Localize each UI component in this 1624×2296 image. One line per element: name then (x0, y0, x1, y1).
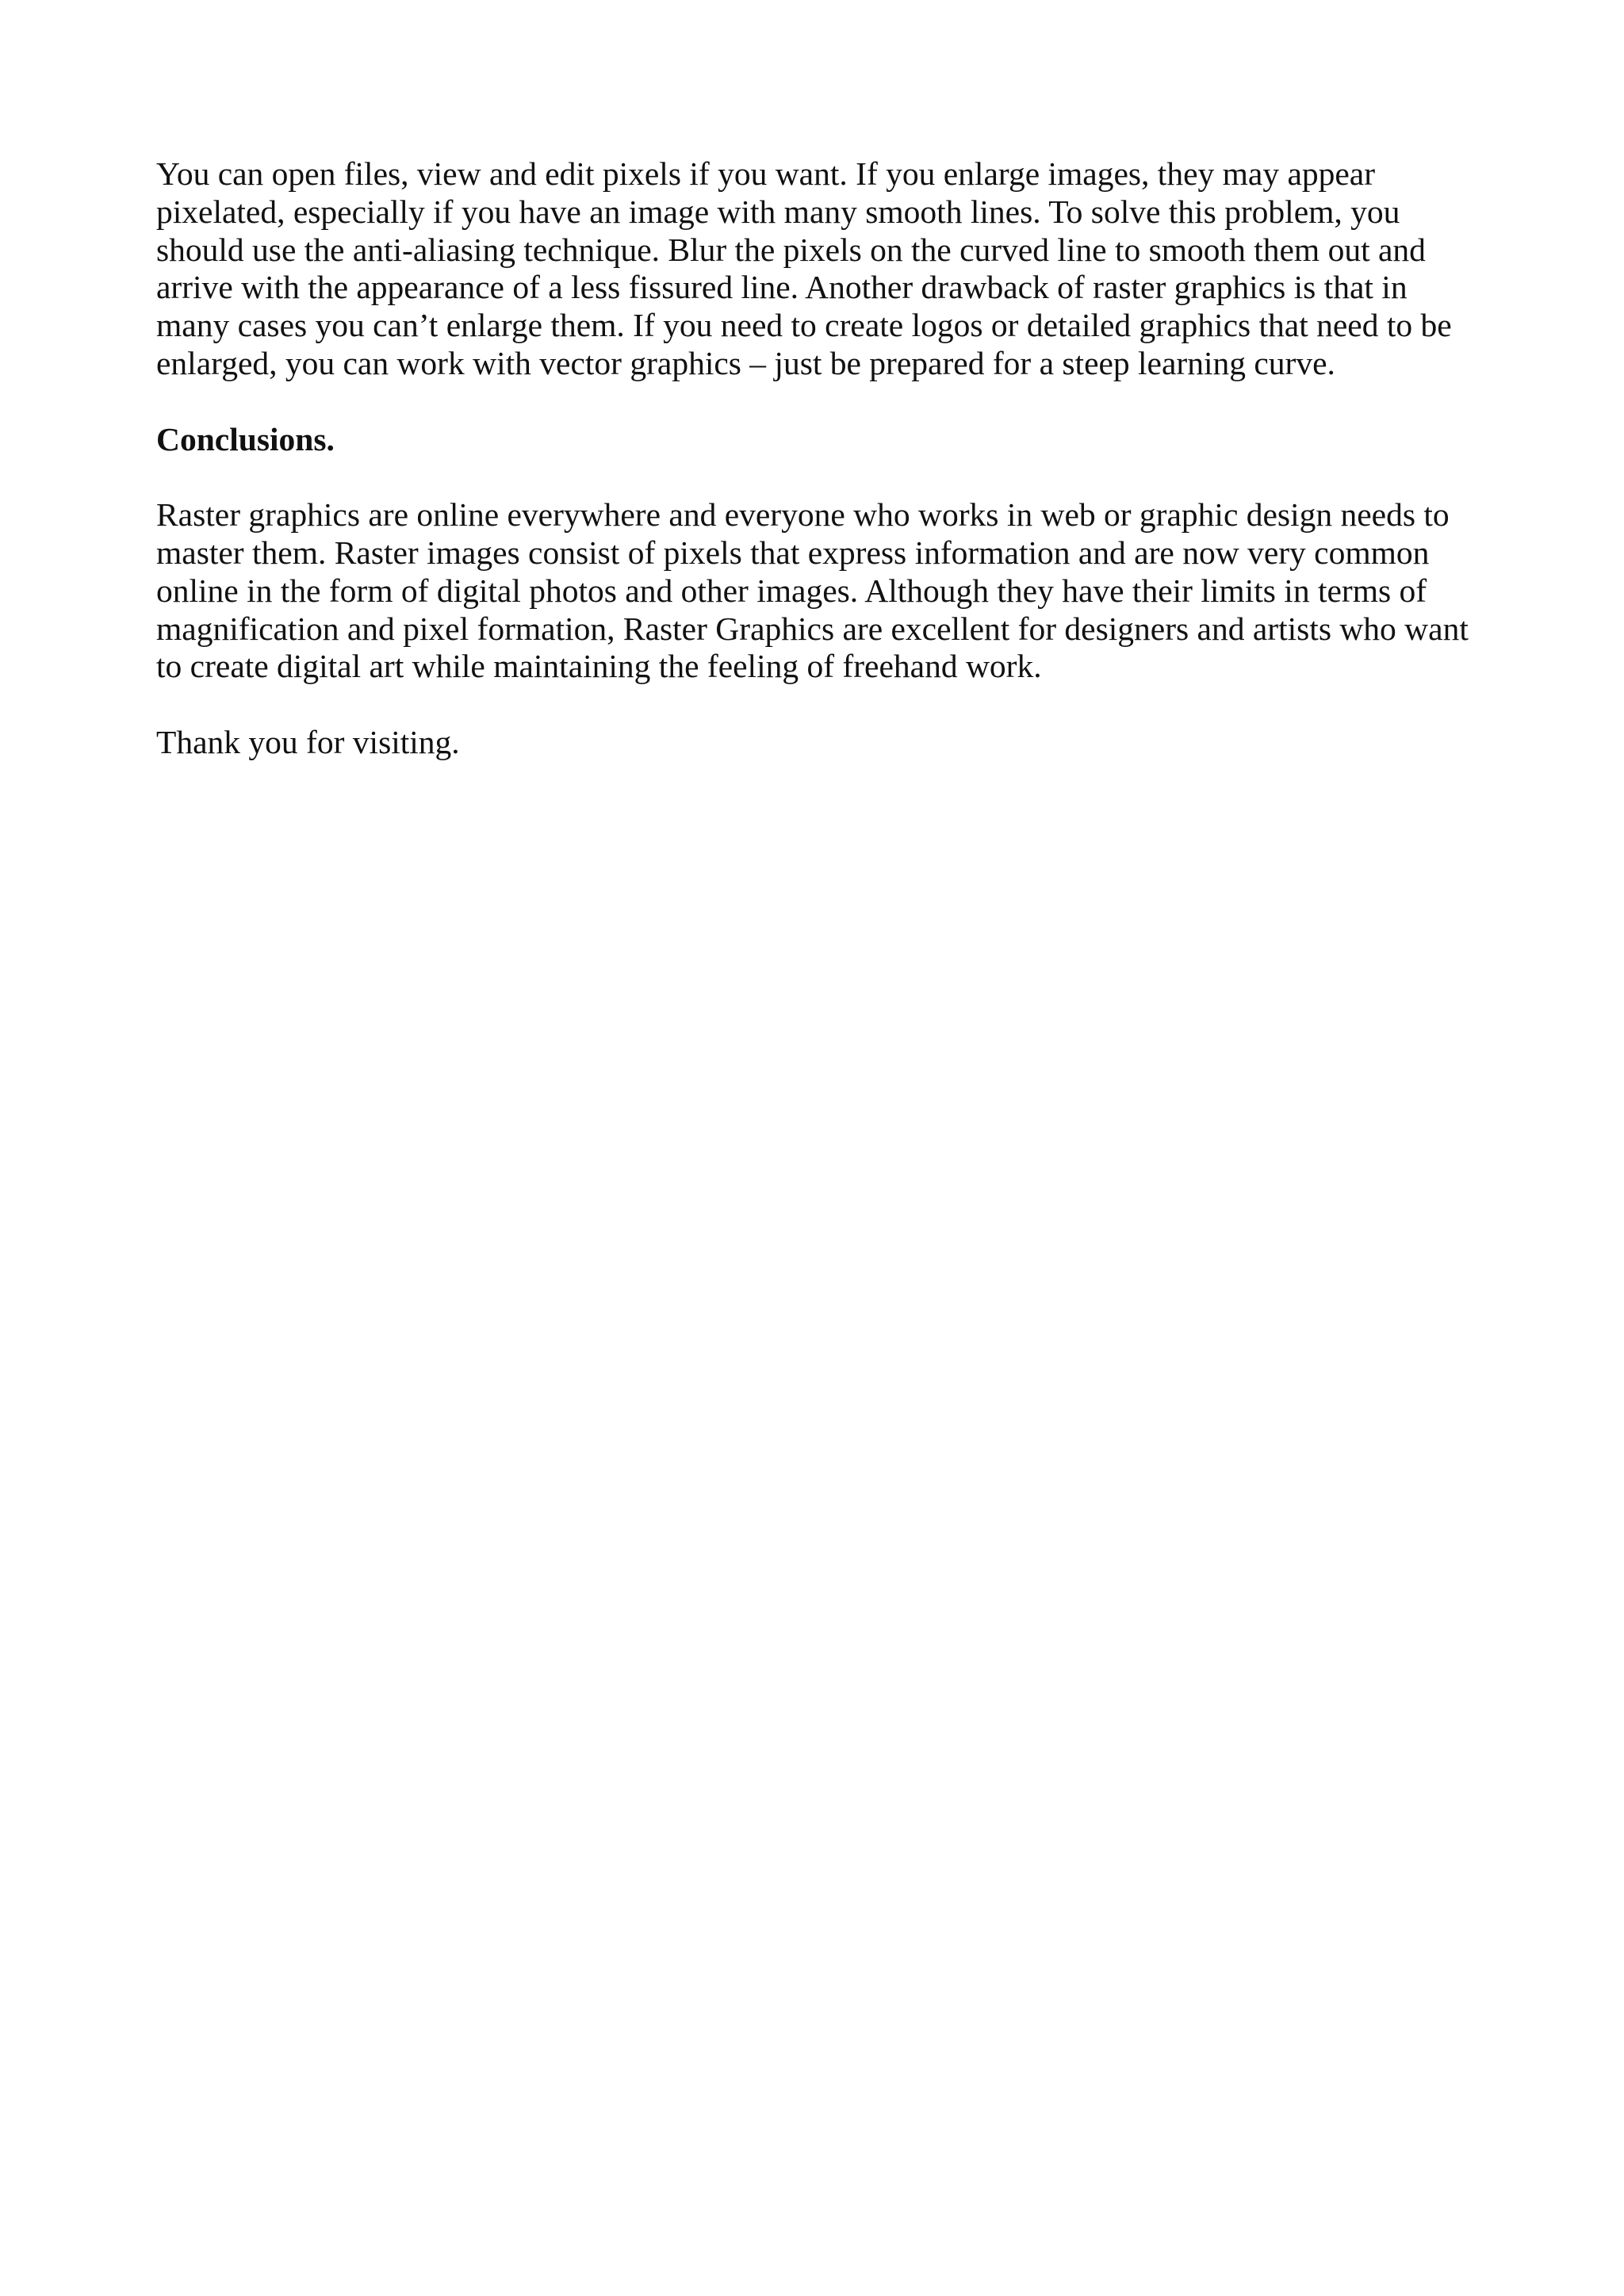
document-page (156, 155, 1488, 800)
closing-line: Thank you for visiting. (156, 723, 460, 760)
body-paragraph: You can open files, view and edit pixels if you want. If you enlarge images, they may appear pixelated, especially if you have an image with many smooth lines. To solve this problem, you should use the anti-aliasing technique. Blur the pixels on the curved line to smooth them out and arrive with the appearance of a less fissured line. Another drawback of raster graphics is that in many cases you can’t enlarge them. If you need to create logos or detailed graphics that need to be enlarged, you can work with vector graphics – just be prepared for a steep learning curve. (156, 155, 1452, 381)
body-paragraph: Raster graphics are online everywhere and everyone who works in web or graphic design needs to master them. Raster images consist of pixels that express information and are now very common online in the form of digital photos and other images. Although they have their limits in terms of magnification and pixel formation, Raster Graphics are excellent for designers and artists who want to create digital art while maintaining the feeling of freehand work. (156, 496, 1469, 685)
section-heading: Conclusions. (156, 420, 335, 457)
